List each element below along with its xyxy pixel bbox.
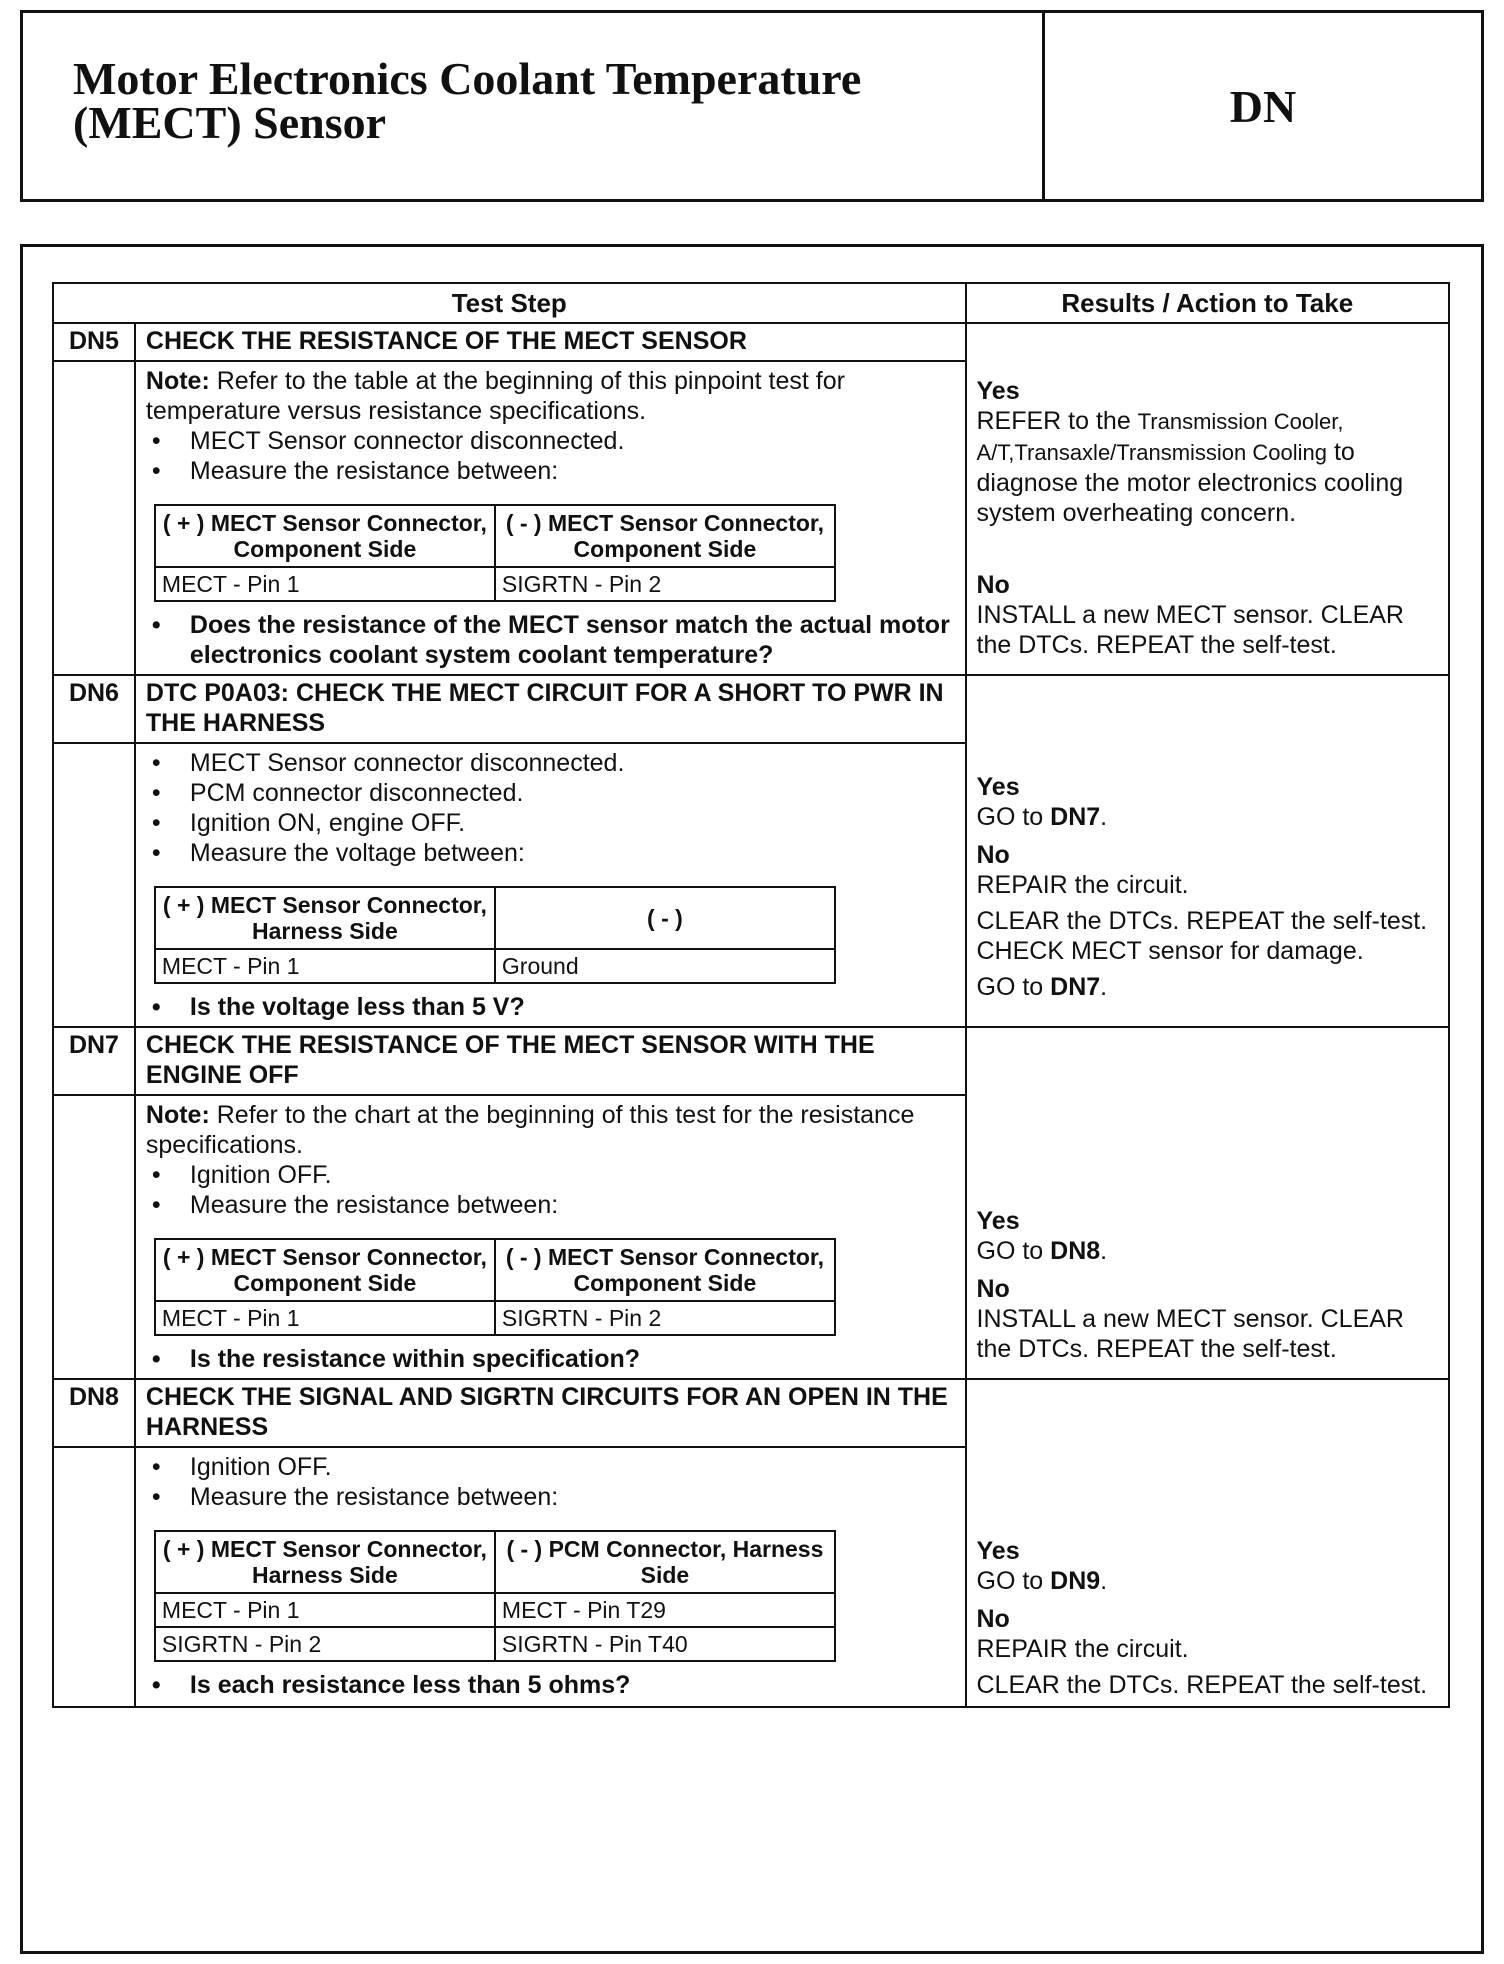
step-bullet: • MECT Sensor connector disconnected. xyxy=(146,426,955,456)
step-bullet: • Ignition OFF. xyxy=(146,1160,955,1190)
step-results xyxy=(966,1027,1450,1379)
pinpoint-test-table xyxy=(52,282,1450,1708)
step-title-row xyxy=(53,1027,1449,1095)
no-label: No xyxy=(976,841,1010,869)
yes-label: Yes xyxy=(976,1537,1020,1565)
step-id: DN8 xyxy=(53,1379,135,1447)
step-bullet: • Ignition ON, engine OFF. xyxy=(146,808,955,838)
yes-action: GO to DN8. xyxy=(976,1237,1108,1265)
step-title-row xyxy=(53,1379,1449,1447)
no-action: INSTALL a new MECT sensor. CLEAR the DTCs. REPEAT the self-test. xyxy=(976,1305,1404,1363)
no-action: REPAIR the circuit. xyxy=(976,871,1189,899)
no-action: INSTALL a new MECT sensor. CLEAR the DTCs. REPEAT the self-test. xyxy=(976,601,1404,659)
pin-table xyxy=(154,1530,836,1662)
yes-label: Yes xyxy=(976,1207,1020,1235)
title-line-1: Motor Electronics Coolant Temperature xyxy=(73,53,862,104)
step-title: CHECK THE SIGNAL AND SIGRTN CIRCUITS FOR AN OPEN IN THE HARNESS xyxy=(135,1379,966,1447)
step-question: • Does the resistance of the MECT sensor match the actual motor electronics coolant system coolant temperature? xyxy=(146,610,955,670)
step-title-row xyxy=(53,675,1449,743)
yes-action: GO to DN7. xyxy=(976,803,1108,831)
no-action-2: CLEAR the DTCs. REPEAT the self-test. xyxy=(976,1671,1428,1699)
step-bullet: • Measure the resistance between: xyxy=(146,1482,955,1512)
no-action: REPAIR the circuit. xyxy=(976,1635,1189,1663)
pin-table-cell: MECT - Pin 1 xyxy=(155,1593,495,1627)
pin-table-cell: MECT - Pin 1 xyxy=(155,949,495,983)
yes-label: Yes xyxy=(976,377,1020,405)
pin-table xyxy=(154,504,836,602)
pin-table xyxy=(154,886,836,984)
no-goto: GO to DN7. xyxy=(976,973,1108,1001)
pin-table-header: ( + ) MECT Sensor Connector, Component Side xyxy=(155,1239,495,1301)
pin-table-cell: Ground xyxy=(495,949,835,983)
step-id: DN7 xyxy=(53,1027,135,1095)
pin-table-header: ( + ) MECT Sensor Connector, Harness Side xyxy=(155,887,495,949)
pin-table-cell: SIGRTN - Pin 2 xyxy=(495,567,835,601)
step-bullet: • Measure the voltage between: xyxy=(146,838,955,868)
title-line-2: (MECT) Sensor xyxy=(73,97,387,148)
pin-table-cell: MECT - Pin 1 xyxy=(155,567,495,601)
no-label: No xyxy=(976,571,1010,599)
yes-action: GO to DN9. xyxy=(976,1567,1108,1595)
no-action-2: CLEAR the DTCs. REPEAT the self-test. CHECK MECT sensor for damage. xyxy=(976,907,1428,965)
yes-action: REFER to the Transmission Cooler, A/T,Transaxle/Transmission Cooling to diagnose the motor electronics cooling system overheating concern. xyxy=(976,407,1404,527)
step-results xyxy=(966,1379,1450,1707)
pin-table-header: ( + ) MECT Sensor Connector, Component Side xyxy=(155,505,495,567)
step-question: • Is each resistance less than 5 ohms? xyxy=(146,1670,955,1700)
step-bullet: • MECT Sensor connector disconnected. xyxy=(146,748,955,778)
pin-table-header: ( - ) PCM Connector, Harness Side xyxy=(495,1531,835,1593)
pin-table-header: ( + ) MECT Sensor Connector, Harness Side xyxy=(155,1531,495,1593)
step-results xyxy=(966,323,1450,675)
col-header-results: Results / Action to Take xyxy=(966,283,1450,323)
pin-table-cell: MECT - Pin 1 xyxy=(155,1301,495,1335)
no-label: No xyxy=(976,1605,1010,1633)
step-note: Note: Refer to the table at the beginning of this pinpoint test for temperature versus resistance specifications. xyxy=(145,367,845,425)
page-header xyxy=(20,10,1484,202)
step-bullet: • Measure the resistance between: xyxy=(146,456,955,486)
step-title: DTC P0A03: CHECK THE MECT CIRCUIT FOR A SHORT TO PWR IN THE HARNESS xyxy=(135,675,966,743)
step-question: • Is the voltage less than 5 V? xyxy=(146,992,955,1022)
step-note: Note: Refer to the chart at the beginning of this test for the resistance specifications. xyxy=(145,1101,915,1159)
step-title: CHECK THE RESISTANCE OF THE MECT SENSOR WITH THE ENGINE OFF xyxy=(135,1027,966,1095)
step-results xyxy=(966,675,1450,1027)
pin-table-header: ( - ) MECT Sensor Connector, Component Side xyxy=(495,1239,835,1301)
yes-label: Yes xyxy=(976,773,1020,801)
pin-table-header: ( - ) MECT Sensor Connector, Component Side xyxy=(495,505,835,567)
no-label: No xyxy=(976,1275,1010,1303)
col-header-test-step: Test Step xyxy=(53,283,966,323)
step-bullet: • PCM connector disconnected. xyxy=(146,778,955,808)
section-code: DN xyxy=(1229,80,1297,132)
pin-table-cell: SIGRTN - Pin 2 xyxy=(155,1627,495,1661)
page-title xyxy=(23,13,1045,199)
pin-table-cell: SIGRTN - Pin 2 xyxy=(495,1301,835,1335)
step-title-row xyxy=(53,323,1449,361)
pin-table-header: ( - ) xyxy=(495,887,835,949)
step-bullet: • Ignition OFF. xyxy=(146,1452,955,1482)
step-title: CHECK THE RESISTANCE OF THE MECT SENSOR xyxy=(135,323,966,361)
pin-table-cell: MECT - Pin T29 xyxy=(495,1593,835,1627)
step-id: DN6 xyxy=(53,675,135,743)
step-bullet: • Measure the resistance between: xyxy=(146,1190,955,1220)
pin-table-cell: SIGRTN - Pin T40 xyxy=(495,1627,835,1661)
step-question: • Is the resistance within specification? xyxy=(146,1344,955,1374)
step-id: DN5 xyxy=(53,323,135,361)
pin-table xyxy=(154,1238,836,1336)
table-header-row xyxy=(53,283,1449,323)
